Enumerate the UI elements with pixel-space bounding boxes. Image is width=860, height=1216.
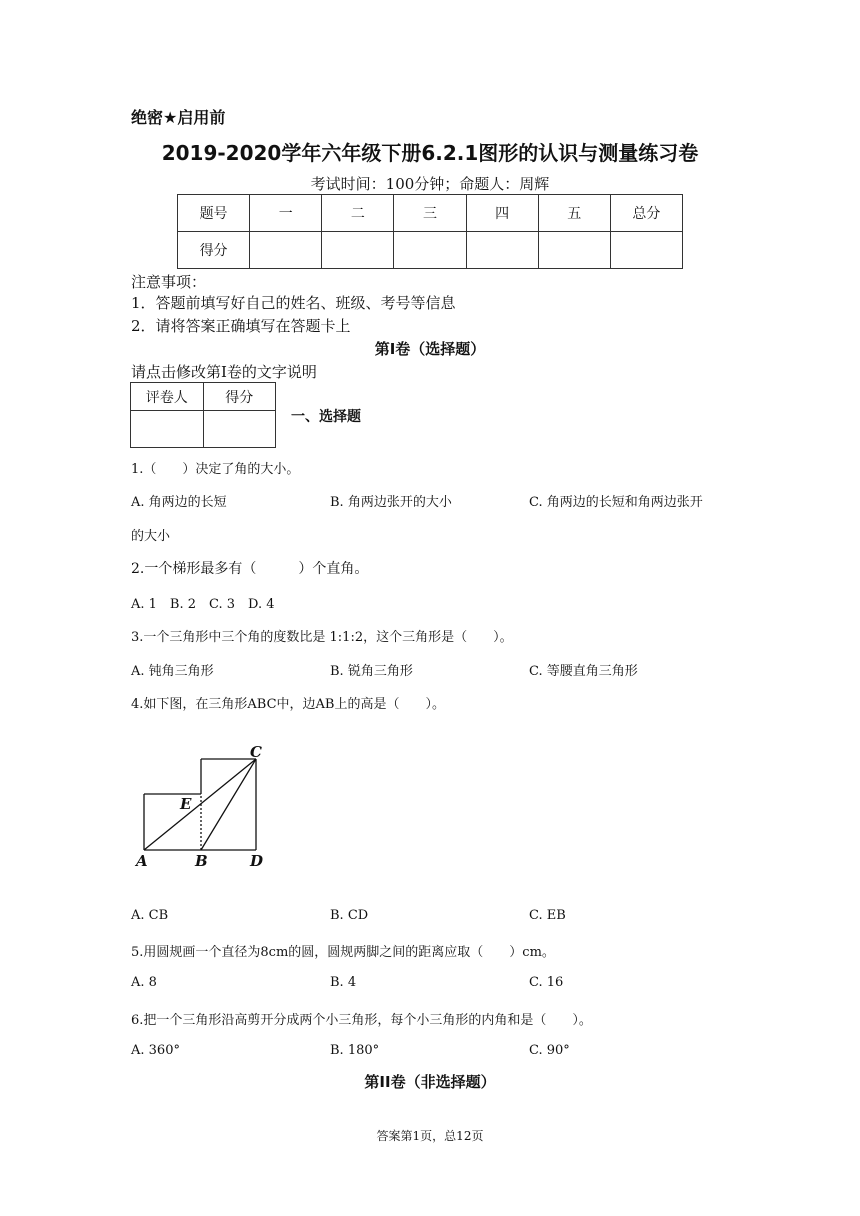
score-cell[interactable] — [394, 232, 466, 269]
label-c: C — [250, 743, 262, 761]
grader-header-cell: 评卷人 — [131, 383, 204, 411]
grader-cell[interactable] — [203, 411, 276, 448]
option-b[interactable]: B. 180° — [330, 1043, 380, 1058]
label-d: D — [250, 852, 264, 870]
triangle-figure — [134, 740, 274, 870]
option-a[interactable]: A. 角两边的长短 — [131, 495, 227, 510]
score-header-cell: 总分 — [610, 195, 682, 232]
grader-header-row — [131, 383, 276, 411]
notes-title: 注意事项： — [131, 273, 207, 291]
part1-title: 第I卷（选择题） — [374, 340, 486, 358]
part2-title: 第II卷（非选择题） — [364, 1073, 496, 1091]
option-c[interactable]: C. 90° — [529, 1043, 570, 1058]
score-cell[interactable] — [250, 232, 322, 269]
question-stem: 3.一个三角形中三个角的度数比是 1:1:2，这个三角形是（ ）。 — [131, 630, 513, 645]
score-header-cell: 二 — [322, 195, 394, 232]
grader-body-row — [131, 411, 276, 448]
score-table — [177, 194, 683, 269]
exam-title: 2019-2020学年六年级下册6.2.1图形的认识与测量练习卷 — [161, 141, 699, 165]
note-item: 2．请将答案正确填写在答题卡上 — [131, 317, 351, 335]
score-row-label: 得分 — [178, 232, 250, 269]
question-stem: 6.把一个三角形沿高剪开分成两个小三角形，每个小三角形的内角和是（ ）。 — [131, 1013, 592, 1028]
option-c[interactable]: C. 等腰直角三角形 — [529, 664, 638, 679]
option-a[interactable]: A. 8 — [131, 975, 157, 990]
grader-table — [130, 382, 276, 448]
option-a[interactable]: A. 360° — [131, 1043, 180, 1058]
score-cell[interactable] — [538, 232, 610, 269]
score-header-cell: 一 — [250, 195, 322, 232]
question-stem: 2.一个梯形最多有（ ）个直角。 — [131, 561, 369, 577]
score-cell[interactable] — [322, 232, 394, 269]
score-header-cell: 三 — [394, 195, 466, 232]
option-b[interactable]: B. 锐角三角形 — [330, 664, 413, 679]
option-a[interactable]: A. CB — [131, 908, 169, 923]
option-a[interactable]: A. 钝角三角形 — [131, 664, 214, 679]
section-title: 一、选择题 — [291, 409, 361, 425]
score-header-cell: 四 — [466, 195, 538, 232]
score-header-cell: 五 — [538, 195, 610, 232]
option-b[interactable]: B. 4 — [330, 975, 357, 990]
question-stem: 4.如下图，在三角形ABC中，边AB上的高是（ ）。 — [131, 697, 445, 712]
question-stem: 5.用圆规画一个直径为8cm的圆，圆规两脚之间的距离应取（ ）cm。 — [131, 945, 555, 960]
option-b[interactable]: B. 角两边张开的大小 — [330, 495, 452, 510]
option-c[interactable]: C. 16 — [529, 975, 564, 990]
score-table-header-row — [178, 195, 683, 232]
confidential-mark: 绝密★启用前 — [131, 108, 226, 127]
label-a: A — [136, 852, 148, 870]
option-c[interactable]: C. EB — [529, 908, 566, 923]
options-inline[interactable]: A. 1 B. 2 C. 3 D. 4 — [131, 597, 275, 612]
grader-cell[interactable] — [131, 411, 204, 448]
question-stem: 1.（ ）决定了角的大小。 — [131, 462, 300, 477]
page-footer: 答案第1页，总12页 — [376, 1129, 484, 1143]
option-wrap-text: 的大小 — [131, 529, 171, 544]
label-e: E — [180, 795, 192, 813]
score-cell[interactable] — [610, 232, 682, 269]
part1-description[interactable]: 请点击修改第I卷的文字说明 — [131, 363, 317, 381]
option-b[interactable]: B. CD — [330, 908, 369, 923]
note-item: 1．答题前填写好自己的姓名、班级、考号等信息 — [131, 294, 456, 312]
exam-subtitle: 考试时间：100分钟；命题人：周辉 — [310, 175, 550, 193]
grader-header-cell: 得分 — [203, 383, 276, 411]
option-c[interactable]: C. 角两边的长短和角两边张开 — [529, 495, 703, 510]
score-table-score-row — [178, 232, 683, 269]
label-b: B — [195, 852, 208, 870]
score-cell[interactable] — [466, 232, 538, 269]
score-header-cell: 题号 — [178, 195, 250, 232]
